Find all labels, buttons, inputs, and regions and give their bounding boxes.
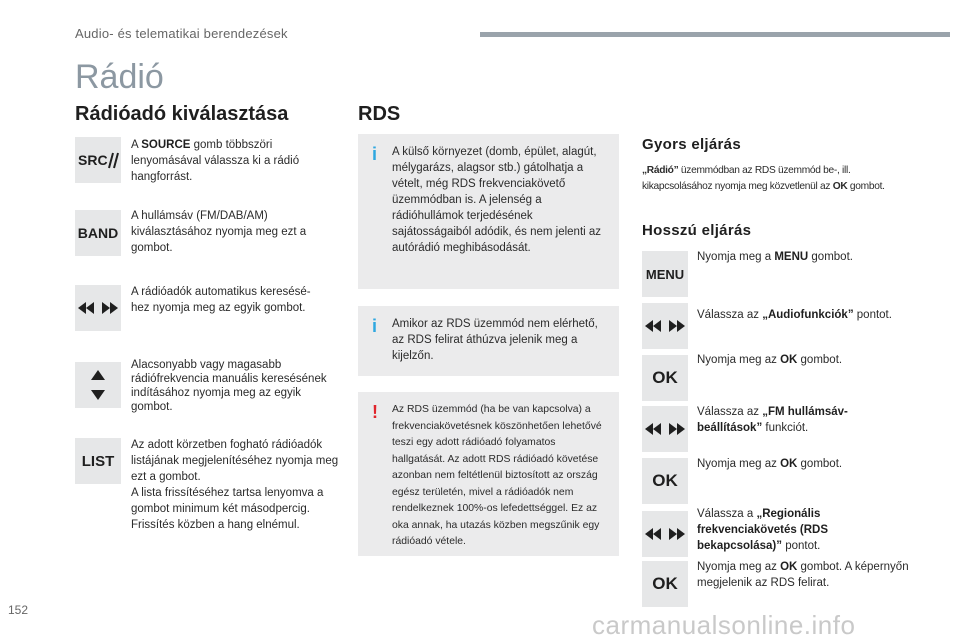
src-button-icon xyxy=(75,137,121,183)
band-button-icon: BAND xyxy=(75,210,121,256)
rds-warning-box: ! Az RDS üzemmód (ha be van kapcsolva) a frekvenciakövetésnek köszönhetően lehetővé teszi egy adott rádióadó folyamatos hallgatását. Az adott RDS rádióadó követése azonban nem feltétlenül biztosított az ország egész területén, mivel a rádióadók nem rendelkeznek 100%-os lefedettséggel. Ez az oka annak, ha utazás közben megszűnik egy rádióadó vétele. xyxy=(358,392,619,556)
warning-icon: ! xyxy=(372,402,378,422)
menu-button-icon: MENU xyxy=(642,251,688,297)
manual-tune-description: Alacsonyabb vagy magasabb rádiófrekvencia manuális keresésének indításához nyomja meg az egyik gombot. xyxy=(131,359,327,413)
quick-procedure-text: „Rádió” üzemmódban az RDS üzemmód be-, ill. kikapcsolásához nyomja meg közvetlenül az OK gombot. xyxy=(642,165,885,192)
info-icon: i xyxy=(372,316,378,336)
long-procedure-title: Hosszú eljárás xyxy=(642,222,752,239)
step-1-text: Nyomja meg a MENU gombot. xyxy=(697,251,853,263)
ok-button-icon: OK xyxy=(642,561,688,607)
step-3-text: Nyomja meg az OK gombot. xyxy=(697,354,843,366)
seek-description: A rádióadók automatikus kereséséhez nyomja meg az egyik gombot. xyxy=(131,286,311,314)
page-title: Rádió xyxy=(75,58,164,96)
step-7-text: Nyomja meg az OK gombot. A képernyőn megjelenik az RDS felirat. xyxy=(697,561,909,589)
band-description: A hullámsáv (FM/DAB/AM) kiválasztásához nyomja meg ezt a gombot. xyxy=(131,210,307,254)
seek-arrows-icon xyxy=(642,303,688,349)
watermark: carmanualsonline.info xyxy=(592,610,856,640)
info-icon: i xyxy=(372,144,378,164)
section-title-station-select: Rádióadó kiválasztása xyxy=(75,103,289,125)
page-number: 152 xyxy=(8,603,29,617)
seek-arrows-icon xyxy=(75,285,121,331)
src-description: A SOURCE gomb többszöri lenyomásával válassza ki a rádió hangforrást. xyxy=(131,139,300,183)
step-2-text: Válassza az „Audiofunkciók” pontot. xyxy=(697,309,892,321)
step-6-text: Válassza a „Regionális frekvenciakövetés (RDS bekapcsolása)” pontot. xyxy=(697,508,829,552)
step-5-text: Nyomja meg az OK gombot. xyxy=(697,458,843,470)
up-down-arrows-icon xyxy=(75,362,121,408)
header-bar xyxy=(480,32,950,37)
quick-procedure-title: Gyors eljárás xyxy=(642,136,741,153)
section-title-rds: RDS xyxy=(358,103,401,125)
svg-text:SRC: SRC xyxy=(78,152,108,168)
running-header: Audio- és telematikai berendezések xyxy=(75,26,288,41)
list-description: Az adott körzetben fogható rádióadók listájának megjelenítéséhez nyomja meg ezt a gombot. A lista frissítéséhez tartsa lenyomva a gombot minimum két másodpercig. Frissítés közben a hang elnémul. xyxy=(131,439,339,531)
step-4-text: Válassza az „FM hullámsáv-beállítások” funkciót. xyxy=(697,406,848,434)
seek-arrows-icon xyxy=(642,406,688,452)
rds-info-box-unavailable: i Amikor az RDS üzemmód nem elérhető, az RDS felirat áthúzva jelenik meg a kijelzőn. xyxy=(358,306,619,376)
ok-button-icon: OK xyxy=(642,458,688,504)
rds-info-box-environment: i A külső környezet (domb, épület, alagút, mélygarázs, alagsor stb.) gátolhatja a vételt, még RDS frekvenciakövető üzemmódban is. A jelenség a rádióhullámok terjedésének sajátosságaiból adódik, és nem jelenti az autórádió meghibásodását. xyxy=(358,134,619,289)
list-button-icon: LIST xyxy=(75,438,121,484)
ok-button-icon: OK xyxy=(642,355,688,401)
seek-arrows-icon xyxy=(642,511,688,557)
